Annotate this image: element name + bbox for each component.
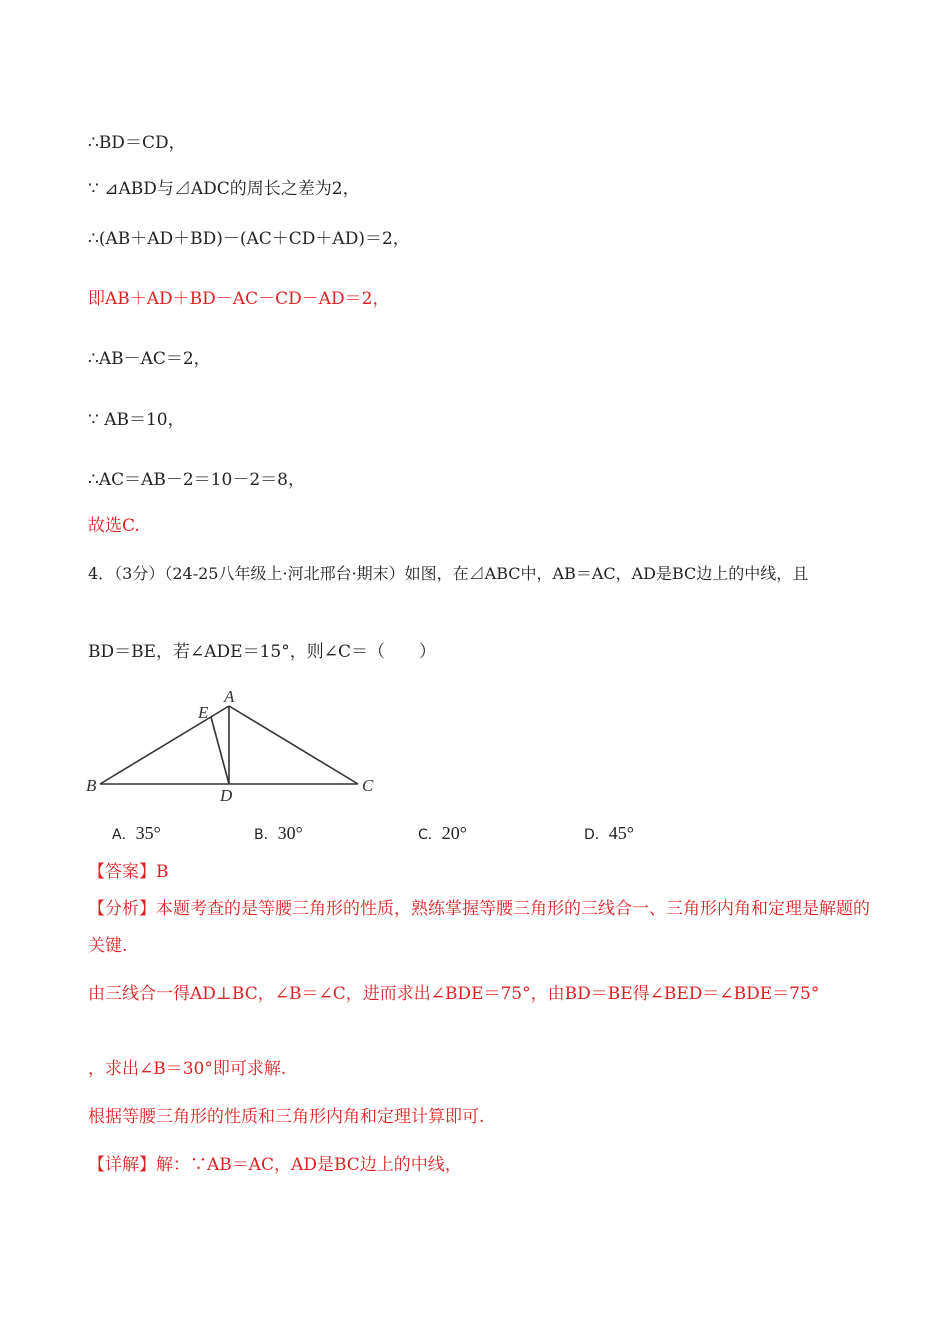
label-B: B: [86, 776, 97, 795]
option-b-value: 30°: [277, 823, 303, 843]
segment-AC: [229, 706, 358, 784]
analysis-line-2: 关键.: [88, 936, 128, 956]
analysis-line-1: 【分析】本题考查的是等腰三角形的性质，熟练掌握等腰三角形的三线合一、三角形内角和定理是解题的: [88, 899, 870, 919]
option-d[interactable]: [584, 823, 634, 844]
option-c[interactable]: [418, 823, 467, 844]
solution-choice: 故选C.: [88, 516, 140, 536]
solution-line-4: 即AB＋AD＋BD－AC－CD－AD＝2，: [88, 289, 390, 309]
label-E: E: [198, 703, 209, 722]
analysis-line-4: ，求出∠B＝30°即可求解.: [88, 1059, 287, 1079]
question-line-2: BD＝BE，若∠ADE＝15°，则∠C＝（ ）: [88, 642, 436, 662]
label-D: D: [220, 786, 233, 805]
solution-line-2: ∵ ⊿ABD与⊿ADC的周长之差为2，: [88, 179, 360, 199]
option-a-value: 35°: [135, 823, 161, 843]
option-a[interactable]: [112, 823, 161, 844]
label-A: A: [224, 688, 235, 706]
solution-line-7: ∴AC＝AB－2＝10－2＝8，: [88, 470, 305, 490]
label-C: C: [362, 776, 374, 795]
option-b[interactable]: [254, 823, 303, 844]
option-a-letter: A．: [112, 827, 136, 843]
option-c-letter: C．: [418, 827, 442, 843]
analysis-line-3: 由三线合一得AD⊥BC，∠B＝∠C，进而求出∠BDE＝75°，由BD＝BE得∠BED＝∠BDE＝75°: [88, 984, 820, 1004]
option-c-value: 20°: [441, 823, 467, 843]
solution-line-5: ∴AB－AC＝2，: [88, 349, 211, 369]
segment-ED: [211, 717, 229, 784]
answer: 【答案】B: [88, 862, 169, 882]
solution-line-1: ∴BD＝CD，: [88, 133, 186, 153]
triangle-figure: [80, 688, 390, 808]
segment-BA: [100, 706, 229, 784]
option-d-letter: D．: [584, 827, 609, 843]
option-b-letter: B．: [254, 827, 278, 843]
solution-line-3: ∴(AB＋AD＋BD)－(AC＋CD＋AD)＝2，: [88, 229, 410, 249]
question-line-1: 4．（3分）（24-25八年级上·河北邢台·期末）如图，在⊿ABC中，AB＝AC，AD是BC边上的中线，且: [88, 564, 809, 583]
solution-line-6: ∵ AB＝10，: [88, 410, 185, 430]
analysis-line-5: 根据等腰三角形的性质和三角形内角和定理计算即可.: [88, 1107, 485, 1127]
detail-line-1: 【详解】解：∵AB＝AC，AD是BC边上的中线，: [88, 1155, 462, 1175]
option-d-value: 45°: [608, 823, 634, 843]
